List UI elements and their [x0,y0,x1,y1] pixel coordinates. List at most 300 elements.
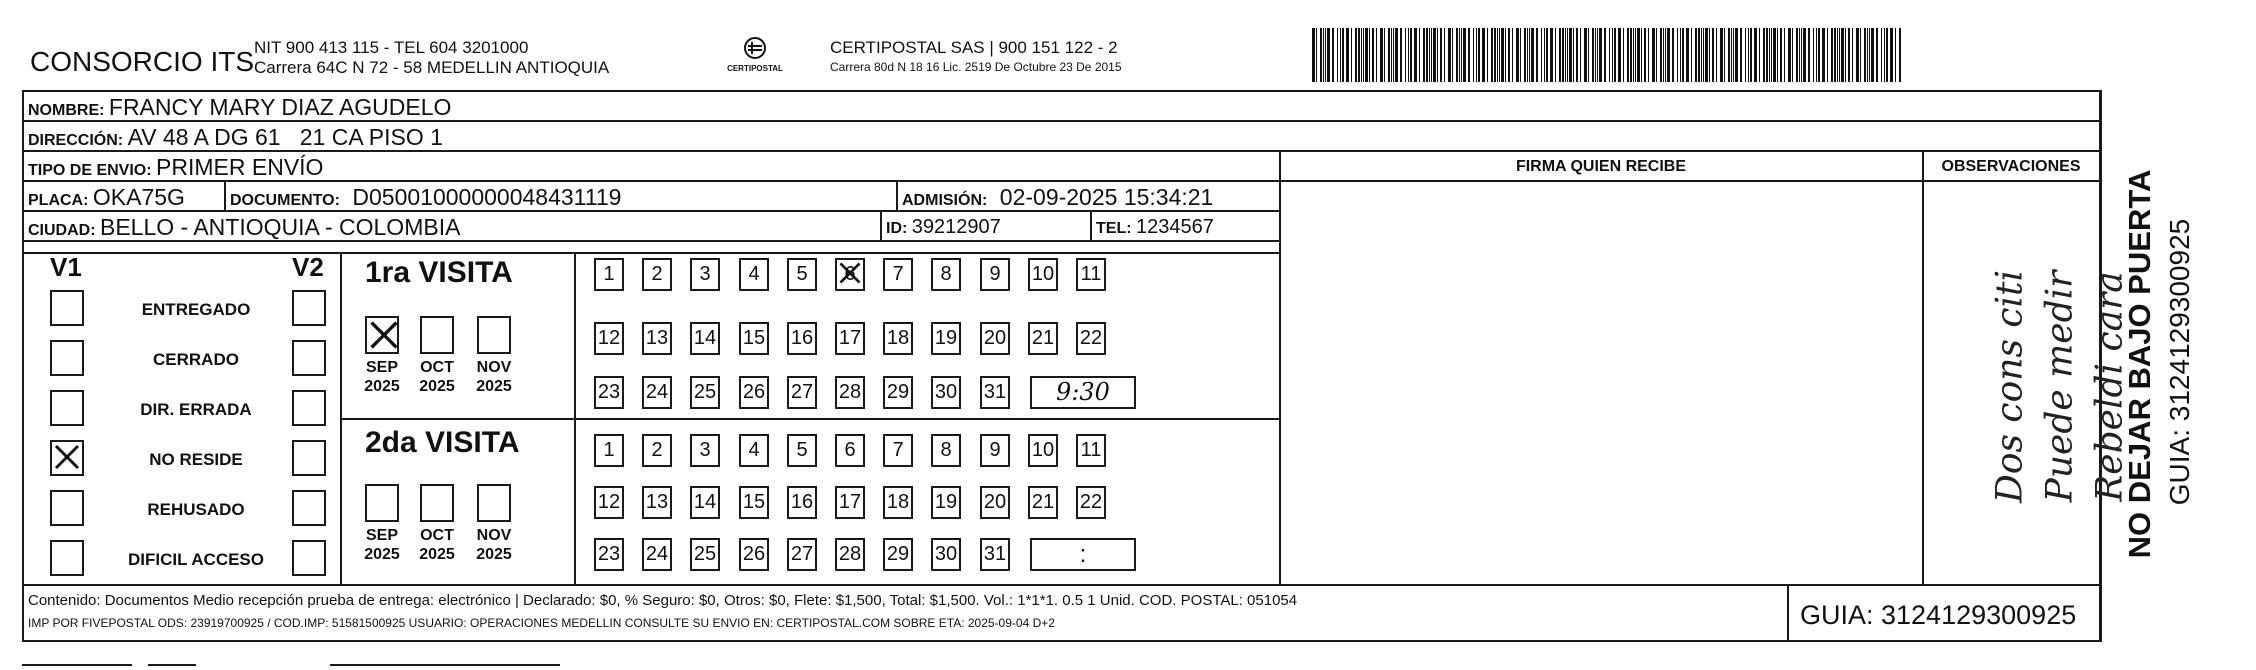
barcode-bar [1604,28,1606,82]
barcode-bar [1408,28,1409,82]
day-box[interactable]: 19 [931,322,961,355]
day-box[interactable]: 1 [594,258,624,291]
barcode-bar [1720,28,1723,82]
barcode-bar [1716,28,1717,82]
barcode-bar [1848,28,1850,82]
barcode-bar [1544,28,1545,82]
month-year: 2025 [364,378,400,395]
barcode-bar [1656,28,1657,82]
barcode-bar [1400,28,1402,82]
barcode-bar [1520,28,1521,82]
day-box[interactable]: 16 [787,486,817,519]
month-checkbox[interactable] [365,484,399,522]
barcode-bar [1567,28,1568,82]
barcode-bar [1754,28,1757,82]
firma-label: FIRMA QUIEN RECIBE [1515,158,1687,175]
barcode-bar [1784,28,1785,82]
barcode-bar [1555,28,1556,82]
barcode-bar [1884,28,1885,82]
day-box[interactable]: 24 [642,538,672,571]
day-box[interactable]: 9 [980,434,1010,467]
status-v1-checkbox[interactable] [50,290,84,326]
day-box[interactable]: 28 [835,376,865,409]
day-box[interactable]: 19 [931,486,961,519]
direccion-value: AV 48 A DG 61 21 CA PISO 1 [127,124,443,150]
barcode-bar [1788,28,1791,82]
day-box[interactable]: 13 [642,322,672,355]
status-v2-checkbox[interactable] [292,440,326,476]
barcode-bar [1665,28,1666,82]
barcode-bar [1881,28,1882,82]
status-v1-checkbox[interactable] [50,340,84,376]
carrier-address-line: Carrera 80d N 18 16 Lic. 2519 De Octubre 23 De 2015 [830,60,1122,74]
barcode-bar [1395,28,1398,82]
barcode-bar [1337,28,1338,82]
barcode-bar [1494,28,1496,82]
ciudad-label: CIUDAD: [28,222,96,239]
ciudad-value: BELLO - ANTIOQUIA - COLOMBIA [100,214,461,240]
barcode-bar [1380,28,1383,82]
side-no-dejar: NO DEJAR BAJO PUERTA [2122,169,2157,559]
company-nit-line: NIT 900 413 115 - TEL 604 3201000 [254,38,529,57]
barcode-bar [1325,28,1326,82]
barcode-bar [1512,28,1513,82]
id-cell [886,216,1001,239]
barcode-bar [1731,28,1732,82]
barcode-bar [1869,28,1870,82]
barcode-bar [1505,28,1506,82]
month-checkbox[interactable] [420,484,454,522]
visit-time-box[interactable]: : [1030,538,1136,571]
day-box[interactable]: 3 [690,434,720,467]
day-box[interactable]: 21 [1028,486,1058,519]
day-box[interactable]: 4 [739,434,769,467]
barcode-bar [1468,28,1470,82]
admision-cell [902,184,1213,211]
month-year: 2025 [419,546,455,563]
day-box[interactable]: 1 [594,434,624,467]
day-box[interactable]: 12 [594,486,624,519]
day-box[interactable]: 26 [739,538,769,571]
barcode-bar [1327,28,1330,82]
status-v2-checkbox[interactable] [292,490,326,526]
barcode-bar [1580,28,1581,82]
barcode-bar [1618,28,1621,82]
day-box[interactable]: 8 [931,258,961,291]
day-box[interactable]: 20 [980,322,1010,355]
barcode-bar [1456,28,1458,82]
tipo-envio-value: PRIMER ENVÍO [156,154,324,180]
barcode-bar [1429,28,1430,82]
barcode-bar [1813,28,1814,82]
barcode-bar [1623,28,1624,82]
carrier-name-line: CERTIPOSTAL SAS | 900 151 122 - 2 [830,38,1118,57]
barcode-bar [1391,28,1392,82]
day-box[interactable]: 26 [739,376,769,409]
status-v1-checkbox[interactable] [50,440,84,476]
barcode-bar [1527,28,1528,82]
barcode-bar [1340,28,1341,82]
month-label [410,526,464,564]
barcode [1312,28,1907,82]
id-value: 39212907 [911,216,1001,238]
month-label [355,526,409,564]
barcode-bar [1536,28,1538,82]
tel-label: TEL: [1096,220,1132,237]
barcode-bar [1584,28,1587,82]
barcode-bar [1630,28,1632,82]
logo-label: CERTIPOSTAL [727,64,783,73]
status-v1-checkbox[interactable] [50,490,84,526]
barcode-bar [1644,28,1646,82]
day-box[interactable]: 2 [642,434,672,467]
barcode-bar [1482,28,1485,82]
side-guia: GUIA: 3124129300925 [2164,218,2195,506]
status-label: DIR. ERRADA [140,400,252,419]
note-line-2: Puede medir [2039,270,2081,503]
month-name: SEP [365,527,398,544]
month-checkbox[interactable] [477,484,511,522]
barcode-bar [1452,28,1453,82]
barcode-bar [1801,28,1802,82]
day-box[interactable]: 5 [787,258,817,291]
day-box[interactable]: 23 [594,538,624,571]
company-address-line: Carrera 64C N 72 - 58 MEDELLIN ANTIOQUIA [254,58,610,77]
barcode-bar [1682,28,1684,82]
barcode-bar [1565,28,1566,82]
id-label: ID: [886,220,908,237]
month-name: NOV [476,527,512,544]
day-box[interactable]: 18 [883,486,913,519]
barcode-bar [1845,28,1846,82]
barcode-bar [1750,28,1752,82]
barcode-bar [1463,28,1466,82]
barcode-bar [1841,28,1844,82]
day-box[interactable]: 30 [931,376,961,409]
check-x-icon [837,260,863,286]
barcode-bar [1827,28,1828,82]
barcode-bar [1856,28,1859,82]
day-box[interactable]: 12 [594,322,624,355]
barcode-bar [1748,28,1749,82]
barcode-bar [1459,28,1460,82]
day-box[interactable]: 31 [980,538,1010,571]
barcode-bar [1501,28,1504,82]
month-name: OCT [420,527,454,544]
barcode-bar [1705,28,1708,82]
barcode-bar [1332,28,1334,82]
day-box[interactable]: 17 [835,322,865,355]
barcode-bar [1316,28,1317,82]
day-box[interactable]: 11 [1076,434,1106,467]
nombre-label: NOMBRE: [28,102,105,119]
status-v2-checkbox[interactable] [292,290,326,326]
barcode-bar [1860,28,1861,82]
barcode-bar [1508,28,1510,82]
barcode-bar [1733,28,1734,82]
barcode-bar [1312,28,1315,82]
barcode-bar [1735,28,1738,82]
visit2-title: 2da VISITA [365,426,520,459]
day-box[interactable]: 5 [787,434,817,467]
tel-value: 1234567 [1136,216,1214,238]
barcode-bar [1405,28,1406,82]
barcode-bar [1695,28,1697,82]
day-box[interactable]: 7 [883,258,913,291]
day-box[interactable]: 24 [642,376,672,409]
visit-time-box[interactable]: 9:30 [1030,376,1136,409]
barcode-bar [1895,28,1896,82]
barcode-bar [1372,28,1374,82]
day-box[interactable]: 15 [739,486,769,519]
barcode-bar [1837,28,1838,82]
documento-cell [230,184,621,211]
barcode-bar [1365,28,1368,82]
barcode-bar [1773,28,1776,82]
day-box[interactable]: 16 [787,322,817,355]
barcode-bar [1461,28,1462,82]
barcode-bar [1686,28,1689,82]
barcode-bar [1652,28,1655,82]
month-year: 2025 [419,378,455,395]
barcode-bar [1440,28,1442,82]
barcode-bar [1376,28,1377,82]
barcode-bar [1763,28,1765,82]
day-box[interactable]: 30 [931,538,961,571]
nombre-row [28,94,451,121]
note-line-3: Rebeldi cara [2089,271,2131,502]
barcode-bar [1541,28,1542,82]
barcode-bar [1423,28,1425,82]
day-box[interactable]: 15 [739,322,769,355]
direccion-label: DIRECCIÓN: [28,132,124,149]
day-box[interactable]: 4 [739,258,769,291]
barcode-bar [1663,28,1664,82]
barcode-bar [1597,28,1598,82]
barcode-bar [1478,28,1480,82]
month-name: NOV [476,359,512,376]
barcode-bar [1799,28,1800,82]
month-year: 2025 [364,546,400,563]
day-box[interactable]: 28 [835,538,865,571]
barcode-bar [1393,28,1394,82]
barcode-bar [1323,28,1324,82]
barcode-bar [1728,28,1730,82]
check-x-icon [367,318,401,352]
barcode-bar [1759,28,1760,82]
barcode-bar [1499,28,1500,82]
barcode-bar [1871,28,1874,82]
status-label: CERRADO [153,350,239,369]
month-label [467,526,521,564]
barcode-bar [1680,28,1681,82]
day-box[interactable]: 18 [883,322,913,355]
barcode-bar [1831,28,1833,82]
barcode-bar [1614,28,1616,82]
barcode-bar [1369,28,1370,82]
day-box[interactable] [835,258,865,291]
day-box[interactable]: 8 [931,434,961,467]
day-number: 6 [844,263,856,285]
month-checkbox[interactable] [420,316,454,354]
nombre-value: FRANCY MARY DIAZ AGUDELO [108,94,452,120]
month-checkbox[interactable] [365,316,399,354]
day-box[interactable]: 11 [1076,258,1106,291]
footer-contenido: Contenido: Documentos Medio recepción prueba de entrega: electrónico | Declarado: $0, % Seguro: $0, Otros: $0, Flete: $1,500, Total: $1,500. Vol.: 1*1*1. 0.5 1 Unid. COD. POSTAL: 051054 [28,592,1298,609]
barcode-bar [1609,28,1610,82]
barcode-bar [1703,28,1704,82]
status-label: REHUSADO [147,500,245,519]
month-year: 2025 [476,546,512,563]
month-name: SEP [365,359,398,376]
day-box[interactable]: 17 [835,486,865,519]
barcode-bar [1766,28,1768,82]
day-box[interactable]: 14 [690,322,720,355]
direccion-row [28,124,443,151]
day-box[interactable]: 20 [980,486,1010,519]
barcode-bar [1473,28,1474,82]
barcode-bar [1431,28,1432,82]
day-box[interactable]: 22 [1076,486,1106,519]
day-box[interactable]: 27 [787,376,817,409]
barcode-bar [1635,28,1636,82]
barcode-bar [1576,28,1578,82]
day-box[interactable]: 25 [690,376,720,409]
barcode-bar [1633,28,1634,82]
barcode-bar [1709,28,1710,82]
barcode-bar [1426,28,1428,82]
day-box[interactable]: 9 [980,258,1010,291]
barcode-bar [1876,28,1878,82]
day-box[interactable]: 14 [690,486,720,519]
day-box[interactable]: 23 [594,376,624,409]
day-box[interactable]: 13 [642,486,672,519]
day-box[interactable]: 27 [787,538,817,571]
admision-value: 02-09-2025 15:34:21 [999,184,1214,210]
barcode-bar [1320,28,1322,82]
status-v2-checkbox[interactable] [292,540,326,576]
status-v1-checkbox[interactable] [50,390,84,426]
footer-imp: IMP POR FIVEPOSTAL ODS: 23919700925 / COD.IMP: 51581500925 USUARIO: OPERACIONES MEDELLIN CONSULTE SU ENVIO EN: CERTIPOSTAL.COM SOBRE ETA: 2025-09-04 D+2 [28,616,1055,630]
documento-label: DOCUMENTO: [230,192,340,209]
day-box[interactable]: 10 [1028,258,1058,291]
barcode-bar [1546,28,1548,82]
footer-guia: GUIA: 3124129300925 [1800,600,2077,630]
barcode-bar [1433,28,1436,82]
barcode-bar [1569,28,1572,82]
barcode-bar [1437,28,1438,82]
day-box[interactable]: 2 [642,258,672,291]
barcode-bar [1559,28,1561,82]
visit1-title: 1ra VISITA [365,256,513,289]
check-x-icon [52,442,82,472]
barcode-bar [1627,28,1629,82]
barcode-bar [1550,28,1553,82]
barcode-bar [1476,28,1477,82]
v2-heading: V2 [292,252,324,282]
barcode-bar [1822,28,1825,82]
day-box[interactable]: 31 [980,376,1010,409]
barcode-bar [1724,28,1725,82]
day-box[interactable]: 10 [1028,434,1058,467]
barcode-bar [1531,28,1534,82]
company-name: CONSORCIO ITS [30,46,255,77]
day-box[interactable]: 21 [1028,322,1058,355]
day-box[interactable]: 29 [883,376,913,409]
v1-heading: V1 [50,252,82,282]
month-year: 2025 [476,378,512,395]
day-box[interactable]: 25 [690,538,720,571]
tel-cell [1096,216,1214,239]
barcode-bar [1595,28,1596,82]
barcode-bar [1667,28,1670,82]
barcode-bar [1358,28,1360,82]
month-checkbox[interactable] [477,316,511,354]
month-label [467,358,521,396]
barcode-bar [1864,28,1866,82]
status-v1-checkbox[interactable] [50,540,84,576]
barcode-bar [1573,28,1574,82]
barcode-bar [1777,28,1778,82]
barcode-bar [1637,28,1640,82]
barcode-bar [1414,28,1417,82]
barcode-bar [1886,28,1888,82]
barcode-bar [1769,28,1770,82]
note-line-1: Dos cons citi [1989,269,2031,504]
barcode-bar [1612,28,1613,82]
barcode-bar [1701,28,1702,82]
barcode-bar [1712,28,1714,82]
certipostal-logo [727,34,783,84]
admision-label: ADMISIÓN: [902,192,988,209]
barcode-bar [1691,28,1692,82]
tipo-envio-row [28,154,323,181]
status-label: DIFICIL ACCESO [127,550,264,569]
documento-value: D05001000000048431119 [352,184,622,210]
barcode-bar [1524,28,1526,82]
status-label: ENTREGADO [141,300,251,319]
ciudad-cell [28,214,460,241]
barcode-bar [1899,28,1901,82]
day-box[interactable]: 6 [835,434,865,467]
status-v2-checkbox[interactable] [292,390,326,426]
barcode-bar [1660,28,1662,82]
barcode-bar [1672,28,1674,82]
barcode-bar [1771,28,1772,82]
tipo-envio-label: TIPO DE ENVIO: [28,162,152,179]
placa-label: PLACA: [28,192,89,209]
barcode-bar [1641,28,1642,82]
barcode-bar [1839,28,1840,82]
barcode-bar [1342,28,1344,82]
barcode-bar [1487,28,1488,82]
day-box[interactable]: 3 [690,258,720,291]
barcode-bar [1745,28,1746,82]
status-v2-checkbox[interactable] [292,340,326,376]
barcode-bar [1346,28,1349,82]
barcode-bar [1867,28,1868,82]
day-box[interactable]: 29 [883,538,913,571]
barcode-bar [1355,28,1357,82]
barcode-bar [1351,28,1352,82]
barcode-bar [1592,28,1594,82]
month-name: OCT [420,359,454,376]
placa-cell [28,184,185,211]
day-box[interactable]: 22 [1076,322,1106,355]
barcode-bar [1740,28,1742,82]
day-box[interactable]: 7 [883,434,913,467]
barcode-bar [1834,28,1836,82]
